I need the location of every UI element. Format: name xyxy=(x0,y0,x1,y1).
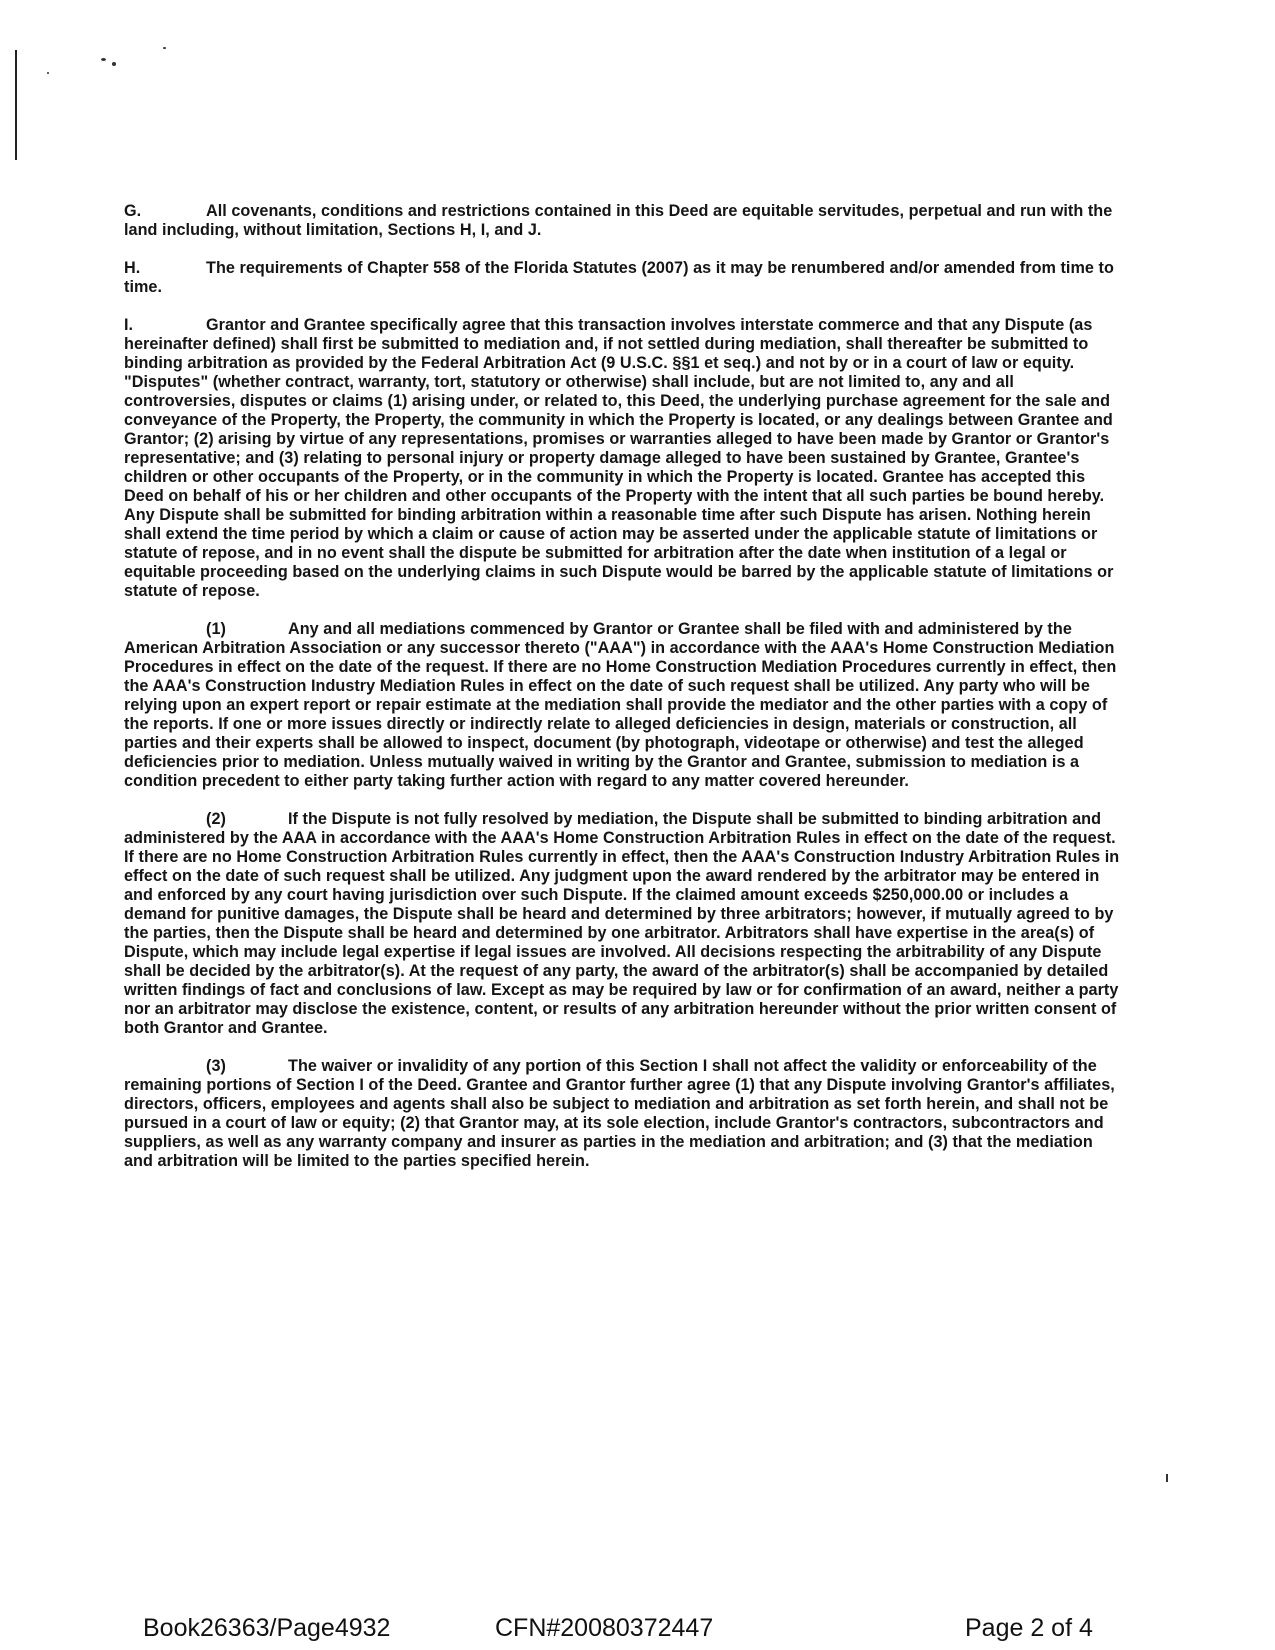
subsection-text: Any and all mediations commenced by Grantor or Grantee shall be filed with and administered by the American Arbitration Association or any successor thereto ("AAA") in accordance with the AAA's Home Construction Mediation Procedures in effect on the date of the request. If there are no Home Construction Mediation Procedures currently in effect, then the AAA's Construction Industry Mediation Rules in effect on the date of such request shall be utilized. Any party who will be relying upon an expert report or repair estimate at the mediation shall provide the mediator and the other parties with a copy of the reports. If one or more issues directly or indirectly relate to alleged deficiencies in design, materials or construction, all parties and their experts shall be allowed to inspect, document (by photograph, videotape or otherwise) and test the alleged deficiencies prior to mediation. Unless mutually waived in writing by the Grantor and Grantee, submission to mediation is a condition precedent to either party taking further action with regard to any matter covered hereunder. xyxy=(124,620,1117,790)
footer-book-page: Book26363/Page4932 xyxy=(143,1614,391,1642)
section-h xyxy=(124,259,1124,297)
section-text: The requirements of Chapter 558 of the Florida Statutes (2007) as it may be renumbered and/or amended from time to time. xyxy=(124,259,1114,296)
section-text: All covenants, conditions and restrictions contained in this Deed are equitable servitudes, perpetual and run with the land including, without limitation, Sections H, I, and J. xyxy=(124,202,1113,239)
subsection-2 xyxy=(124,810,1124,1038)
recording-footer xyxy=(0,1614,1275,1646)
scan-speck xyxy=(101,58,106,61)
section-label: H. xyxy=(124,259,141,277)
section-text: Grantor and Grantee specifically agree that this transaction involves interstate commerce and that any Dispute (as hereinafter defined) shall first be submitted to mediation and, if not settled during mediation, shall thereafter be submitted to binding arbitration as provided by the Federal Arbitration Act (9 U.S.C. §§1 et seq.) and not by or in a court of law or equity. "Disputes" (whether contract, warranty, tort, statutory or otherwise) shall include, but are not limited to, any and all controversies, disputes or claims (1) arising under, or related to, this Deed, the underlying purchase agreement for the sale and conveyance of the Property, the Property, the community in which the Property is located, or any dealings between Grantee and Grantor; (2) arising by virtue of any representations, promises or warranties alleged to have been made by Grantor or Grantor's representative; and (3) relating to personal injury or property damage alleged to have been sustained by Grantee, Grantee's children or other occupants of the Property, or in the community in which the Property is located. Grantee has accepted this Deed on behalf of his or her children and other occupants of the Property with the intent that all such parties be bound hereby. Any Dispute shall be submitted for binding arbitration within a reasonable time after such Dispute has arisen. Nothing herein shall extend the time period by which a claim or cause of action may be asserted under the applicable statute of limitations or statute of repose, and in no event shall the dispute be submitted for arbitration after the date when institution of a legal or equitable proceeding based on the underlying claims in such Dispute would be barred by the applicable statute of limitations or statute of repose. xyxy=(124,316,1114,600)
section-i xyxy=(124,316,1124,601)
subsection-label: (1) xyxy=(206,620,226,638)
footer-cfn: CFN#20080372447 xyxy=(495,1614,714,1642)
scan-edge-line xyxy=(15,50,17,160)
subsection-text: The waiver or invalidity of any portion of this Section I shall not affect the validity or enforceability of the remaining portions of Section I of the Deed. Grantee and Grantor further agree (1) that any Dispute involving Grantor's affiliates, directors, officers, employees and agents shall also be subject to mediation and arbitration as set forth herein, and shall not be pursued in a court of law or equity; (2) that Grantor may, at its sole election, include Grantor's contractors, subcontractors and suppliers, as well as any warranty company and insurer as parties in the mediation and arbitration; and (3) that the mediation and arbitration will be limited to the parties specified herein. xyxy=(124,1057,1115,1170)
subsection-label: (3) xyxy=(206,1057,226,1075)
subsection-1 xyxy=(124,620,1124,791)
scan-speck xyxy=(47,72,49,74)
section-g xyxy=(124,202,1124,240)
scan-speck xyxy=(112,62,116,66)
scan-speck xyxy=(1166,1474,1168,1482)
footer-page-number: Page 2 of 4 xyxy=(965,1614,1093,1642)
subsection-label: (2) xyxy=(206,810,226,828)
deed-body xyxy=(124,202,1124,1190)
subsection-3 xyxy=(124,1057,1124,1171)
section-label: I. xyxy=(124,316,134,334)
section-label: G. xyxy=(124,202,142,220)
scan-speck xyxy=(163,47,166,49)
subsection-text: If the Dispute is not fully resolved by mediation, the Dispute shall be submitted to binding arbitration and administered by the AAA in accordance with the AAA's Home Construction Arbitration Rules in effect on the date of the request. If there are no Home Construction Arbitration Rules currently in effect, then the AAA's Construction Industry Arbitration Rules in effect on the date of such request shall be utilized. Any judgment upon the award rendered by the arbitrator may be entered in and enforced by any court having jurisdiction over such Dispute. If the claimed amount exceeds $250,000.00 or includes a demand for punitive damages, the Dispute shall be heard and determined by three arbitrators; however, if mutually agreed to by the parties, then the Dispute shall be heard and determined by one arbitrator. Arbitrators shall have expertise in the area(s) of Dispute, which may include legal expertise if legal issues are involved. All decisions respecting the arbitrability of any Dispute shall be decided by the arbitrator(s). At the request of any party, the award of the arbitrator(s) shall be accompanied by detailed written findings of fact and conclusions of law. Except as may be required by law or for confirmation of an award, neither a party nor an arbitrator may disclose the existence, content, or results of any arbitration hereunder without the prior written consent of both Grantor and Grantee. xyxy=(124,810,1120,1037)
